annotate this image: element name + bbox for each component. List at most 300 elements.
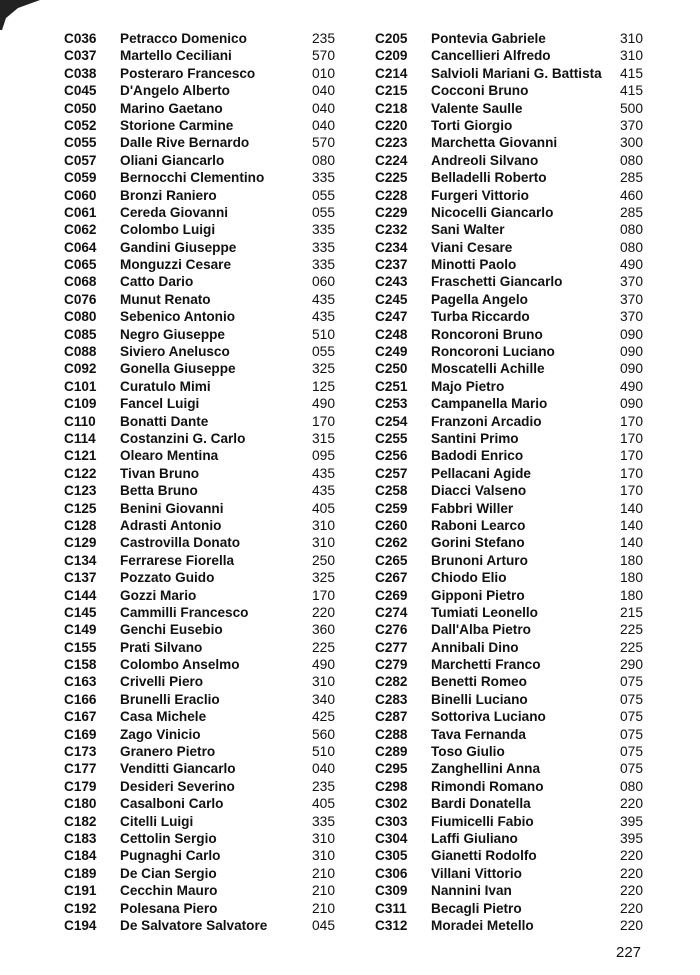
entry-code: C279 (375, 657, 408, 673)
entry-code: C260 (375, 517, 408, 533)
entry-name: Benetti Romeo (431, 674, 527, 690)
entry-code: C121 (64, 448, 97, 464)
entry-name: Marchetta Giovanni (431, 135, 558, 151)
entry-name: Olearo Mentina (120, 448, 219, 464)
entry-code: C060 (64, 187, 97, 203)
entry-code: C254 (375, 413, 408, 429)
entry-number: 045 (312, 917, 336, 933)
entry-number: 560 (312, 726, 336, 742)
entry-number: 510 (312, 744, 336, 760)
entry-number: 235 (312, 778, 336, 794)
entry-name: Gandini Giuseppe (120, 239, 237, 255)
entry-number: 095 (312, 448, 336, 464)
entry-name: Colombo Luigi (120, 222, 216, 238)
entry-name: Pontevia Gabriele (431, 31, 546, 46)
entry-code: C137 (64, 570, 97, 586)
entry-number: 310 (620, 31, 644, 46)
entry-number: 090 (620, 396, 644, 412)
entry-code: C064 (64, 239, 97, 255)
entry-number: 335 (312, 257, 336, 273)
entry-name: Binelli Luciano (431, 691, 528, 707)
entry-number: 140 (620, 517, 644, 533)
entry-name: Franzoni Arcadio (431, 413, 542, 429)
entry-code: C247 (375, 309, 408, 325)
entry-number: 170 (312, 587, 336, 603)
entry-name: Sani Walter (431, 222, 505, 238)
entry-code: C038 (64, 65, 97, 81)
entry-name: Annibali Dino (431, 639, 519, 655)
entry-code: C257 (375, 465, 408, 481)
entry-code: C177 (64, 761, 97, 777)
entry-name: Munut Renato (120, 291, 211, 307)
entry-name: Sebenico Antonio (120, 309, 236, 325)
entry-number: 140 (620, 535, 644, 551)
entry-code: C128 (64, 517, 97, 533)
entry-number: 075 (620, 709, 644, 725)
entry-code: C189 (64, 865, 97, 881)
entry-name: Benini Giovanni (120, 500, 224, 516)
entry-code: C232 (375, 222, 408, 238)
entry-code: C306 (375, 865, 408, 881)
entry-code: C068 (64, 274, 97, 290)
entry-number: 335 (312, 813, 336, 829)
entry-name: Rimondi Romano (431, 778, 544, 794)
entry-number: 220 (620, 900, 644, 916)
entry-name: Storione Carmine (120, 117, 234, 133)
entry-code: C277 (375, 639, 408, 655)
entry-code: C253 (375, 396, 408, 412)
entry-name: Genchi Eusebio (120, 622, 223, 638)
entry-number: 310 (620, 48, 644, 64)
entry-number: 340 (312, 691, 336, 707)
entry-code: C249 (375, 344, 408, 360)
entry-code: C194 (64, 917, 97, 933)
entry-code: C037 (64, 48, 97, 64)
entry-number: 225 (312, 639, 336, 655)
page-number: 227 (616, 944, 642, 961)
entry-name: Adrasti Antonio (120, 517, 222, 533)
entry-number: 225 (620, 639, 644, 655)
entry-number: 040 (312, 100, 336, 116)
entry-number: 335 (312, 170, 336, 186)
entry-number: 210 (312, 900, 336, 916)
entry-code: C225 (375, 170, 408, 186)
entry-code: C076 (64, 291, 97, 307)
entry-name: Bardi Donatella (431, 796, 531, 812)
entry-code: C262 (375, 535, 408, 551)
entry-code: C248 (375, 326, 408, 342)
entry-number: 220 (620, 883, 644, 899)
entry-number: 080 (620, 222, 644, 238)
entry-number: 250 (312, 552, 336, 568)
entry-code: C125 (64, 500, 97, 516)
entry-code: C057 (64, 152, 97, 168)
entry-number: 080 (620, 152, 644, 168)
entry-name: Furgeri Vittorio (431, 187, 529, 203)
entry-code: C167 (64, 709, 97, 725)
entry-number: 180 (620, 587, 644, 603)
entry-number: 500 (620, 100, 644, 116)
entry-code: C209 (375, 48, 408, 64)
entry-number: 080 (620, 239, 644, 255)
entry-name: Venditti Giancarlo (120, 761, 236, 777)
entry-code: C179 (64, 778, 97, 794)
entry-code: C228 (375, 187, 408, 203)
entry-number: 075 (620, 674, 644, 690)
entry-code: C282 (375, 674, 408, 690)
entry-number: 310 (312, 535, 336, 551)
entry-number: 170 (620, 465, 644, 481)
entry-number: 510 (312, 326, 336, 342)
entry-name: Gozzi Mario (120, 587, 197, 603)
entry-code: C312 (375, 917, 408, 933)
entry-number: 210 (312, 883, 336, 899)
entry-code: C134 (64, 552, 97, 568)
entry-code: C287 (375, 709, 408, 725)
entry-code: C288 (375, 726, 408, 742)
entry-number: 435 (312, 309, 336, 325)
entry-name: De Cian Sergio (120, 865, 217, 881)
entry-code: C149 (64, 622, 97, 638)
entry-number: 310 (312, 830, 336, 846)
entry-number: 170 (620, 430, 644, 446)
entry-code: C085 (64, 326, 97, 342)
entry-code: C223 (375, 135, 408, 151)
entry-code: C250 (375, 361, 408, 377)
entry-number: 415 (620, 65, 644, 81)
entry-name: Tumiati Leonello (431, 604, 538, 620)
entry-name: Fraschetti Giancarlo (431, 274, 563, 290)
entry-number: 435 (312, 291, 336, 307)
entry-name: Valente Saulle (431, 100, 523, 116)
entry-code: C309 (375, 883, 408, 899)
entry-code: C237 (375, 257, 408, 273)
entry-code: C129 (64, 535, 97, 551)
entry-name: Torti Giorgio (431, 117, 513, 133)
entry-code: C205 (375, 31, 408, 46)
entry-number: 170 (620, 448, 644, 464)
entry-code: C220 (375, 117, 408, 133)
entry-name: Gonella Giuseppe (120, 361, 236, 377)
entry-name: Chiodo Elio (431, 570, 507, 586)
entry-code: C245 (375, 291, 408, 307)
entry-name: Zago Vinicio (120, 726, 201, 742)
entry-code: C276 (375, 622, 408, 638)
entry-code: C173 (64, 744, 97, 760)
entry-number: 220 (312, 604, 336, 620)
entry-number: 405 (312, 500, 336, 516)
entry-name: Ferrarese Fiorella (120, 552, 235, 568)
entry-number: 225 (620, 622, 644, 638)
entry-number: 290 (620, 657, 644, 673)
entry-name: Citelli Luigi (120, 813, 194, 829)
entry-code: C101 (64, 378, 97, 394)
entry-number: 235 (312, 31, 336, 46)
entry-code: C269 (375, 587, 408, 603)
entry-name: Salvioli Mariani G. Battista (431, 65, 602, 81)
entry-number: 010 (312, 65, 336, 81)
entry-name: Campanella Mario (431, 396, 548, 412)
entry-number: 040 (312, 117, 336, 133)
entry-number: 090 (620, 344, 644, 360)
entry-code: C163 (64, 674, 97, 690)
entry-number: 170 (312, 413, 336, 429)
entry-name: Raboni Learco (431, 517, 526, 533)
entry-number: 040 (312, 761, 336, 777)
entry-name: Cancellieri Alfredo (431, 48, 551, 64)
entry-number: 460 (620, 187, 644, 203)
entry-code: C283 (375, 691, 408, 707)
entry-code: C155 (64, 639, 97, 655)
entry-number: 285 (620, 170, 644, 186)
entry-number: 140 (620, 500, 644, 516)
entry-number: 315 (312, 430, 336, 446)
entry-code: C224 (375, 152, 408, 168)
entry-name: Brunelli Eraclio (120, 691, 220, 707)
entry-code: C065 (64, 257, 97, 273)
entry-code: C303 (375, 813, 408, 829)
entry-name: Betta Bruno (120, 483, 198, 499)
entry-name: Turba Riccardo (431, 309, 530, 325)
entry-name: Gorini Stefano (431, 535, 525, 551)
entry-name: Crivelli Piero (120, 674, 204, 690)
entry-name: Moscatelli Achille (431, 361, 545, 377)
entry-code: C298 (375, 778, 408, 794)
entry-number: 075 (620, 691, 644, 707)
entry-name: Casa Michele (120, 709, 207, 725)
entry-number: 395 (620, 813, 644, 829)
entry-name: Pozzato Guido (120, 570, 215, 586)
entry-code: C258 (375, 483, 408, 499)
entry-code: C182 (64, 813, 97, 829)
entry-number: 370 (620, 309, 644, 325)
entry-code: C050 (64, 100, 97, 116)
entry-code: C145 (64, 604, 97, 620)
entry-code: C218 (375, 100, 408, 116)
entry-name: Gianetti Rodolfo (431, 848, 537, 864)
entry-number: 435 (312, 465, 336, 481)
entry-name: Roncoroni Luciano (431, 344, 555, 360)
entry-code: C122 (64, 465, 97, 481)
entry-name: Polesana Piero (120, 900, 218, 916)
entry-name: Zanghellini Anna (431, 761, 541, 777)
entry-code: C215 (375, 83, 408, 99)
entry-number: 075 (620, 761, 644, 777)
entry-code: C289 (375, 744, 408, 760)
entry-name: Nannini Ivan (431, 883, 512, 899)
entry-name: Belladelli Roberto (431, 170, 547, 186)
entry-number: 335 (312, 239, 336, 255)
entry-number: 370 (620, 274, 644, 290)
entry-name: Fabbri Willer (431, 500, 514, 516)
entry-code: C045 (64, 83, 97, 99)
entry-name: Cereda Giovanni (120, 204, 229, 220)
entry-name: Catto Dario (120, 274, 194, 290)
entry-name: Bernocchi Clementino (120, 170, 265, 186)
entry-number: 220 (620, 848, 644, 864)
entry-name: Marchetti Franco (431, 657, 541, 673)
entry-number: 360 (312, 622, 336, 638)
entry-code: C251 (375, 378, 408, 394)
entry-code: C304 (375, 830, 408, 846)
entry-code: C267 (375, 570, 408, 586)
entry-code: C295 (375, 761, 408, 777)
entry-code: C061 (64, 204, 97, 220)
entry-name: Oliani Giancarlo (120, 152, 225, 168)
entry-number: 395 (620, 830, 644, 846)
entry-number: 040 (312, 83, 336, 99)
entry-name: Bronzi Raniero (120, 187, 217, 203)
entry-number: 325 (312, 570, 336, 586)
entry-name: Casalboni Carlo (120, 796, 224, 812)
entry-name: Castrovilla Donato (120, 535, 241, 551)
entry-code: C123 (64, 483, 97, 499)
entry-code: C080 (64, 309, 97, 325)
entry-number: 310 (312, 848, 336, 864)
entry-number: 435 (312, 483, 336, 499)
entry-name: Pagella Angelo (431, 291, 528, 307)
entry-name: Petracco Domenico (120, 31, 247, 46)
entry-name: Granero Pietro (120, 744, 216, 760)
entry-code: C191 (64, 883, 97, 899)
entry-number: 060 (312, 274, 336, 290)
entry-name: Tivan Bruno (120, 465, 200, 481)
entry-name: Villani Vittorio (431, 865, 522, 881)
entry-code: C166 (64, 691, 97, 707)
entry-name: Siviero Anelusco (120, 344, 230, 360)
entry-number: 490 (312, 657, 336, 673)
entry-code: C305 (375, 848, 408, 864)
entry-code: C088 (64, 344, 97, 360)
entry-code: C036 (64, 31, 97, 46)
entry-number: 180 (620, 552, 644, 568)
entry-number: 285 (620, 204, 644, 220)
entry-name: Toso Giulio (431, 744, 505, 760)
entry-number: 055 (312, 187, 336, 203)
entry-code: C184 (64, 848, 97, 864)
entry-number: 080 (620, 778, 644, 794)
entry-code: C110 (64, 413, 96, 429)
entry-name: Pugnaghi Carlo (120, 848, 221, 864)
entry-number: 490 (620, 378, 644, 394)
entry-number: 170 (620, 483, 644, 499)
entry-code: C114 (64, 430, 96, 446)
entry-number: 075 (620, 744, 644, 760)
entry-name: Marino Gaetano (120, 100, 223, 116)
entry-name: Colombo Anselmo (120, 657, 240, 673)
entry-number: 405 (312, 796, 336, 812)
entry-number: 325 (312, 361, 336, 377)
entry-number: 220 (620, 865, 644, 881)
entry-code: C183 (64, 830, 97, 846)
entry-name: De Salvatore Salvatore (120, 917, 268, 933)
entry-code: C052 (64, 117, 97, 133)
entry-name: Andreoli Silvano (431, 152, 539, 168)
entry-number: 075 (620, 726, 644, 742)
entry-code: C259 (375, 500, 408, 516)
entry-number: 180 (620, 570, 644, 586)
entry-code: C234 (375, 239, 408, 255)
entry-name: Cammilli Francesco (120, 604, 249, 620)
entry-name: Diacci Valseno (431, 483, 527, 499)
entry-number: 220 (620, 917, 644, 933)
entry-name: Laffi Giuliano (431, 830, 518, 846)
entry-name: Moradei Metello (431, 917, 534, 933)
entry-code: C059 (64, 170, 97, 186)
entry-name: Gipponi Pietro (431, 587, 525, 603)
entry-number: 490 (620, 257, 644, 273)
entry-name: Viani Cesare (431, 239, 513, 255)
entry-name: Costanzini G. Carlo (120, 430, 246, 446)
entry-number: 570 (312, 135, 336, 151)
entry-name: Dall'Alba Pietro (431, 622, 531, 638)
entry-name: Roncoroni Bruno (431, 326, 543, 342)
entry-code: C092 (64, 361, 97, 377)
entry-name: Majo Pietro (431, 378, 505, 394)
entry-code: C274 (375, 604, 408, 620)
entry-code: C302 (375, 796, 408, 812)
entry-number: 310 (312, 517, 336, 533)
entry-name: Tava Fernanda (431, 726, 526, 742)
entry-name: Santini Primo (431, 430, 519, 446)
entry-number: 220 (620, 796, 644, 812)
entry-number: 490 (312, 396, 336, 412)
entry-code: C109 (64, 396, 97, 412)
entry-number: 310 (312, 674, 336, 690)
entry-name: Nicocelli Giancarlo (431, 204, 554, 220)
entry-name: D'Angelo Alberto (120, 83, 230, 99)
entry-number: 370 (620, 117, 644, 133)
entry-code: C144 (64, 587, 97, 603)
entry-number: 170 (620, 413, 644, 429)
entry-code: C255 (375, 430, 408, 446)
entry-code: C180 (64, 796, 97, 812)
entry-number: 335 (312, 222, 336, 238)
entry-code: C169 (64, 726, 97, 742)
entry-code: C055 (64, 135, 97, 151)
scan-corner-mark (0, 0, 40, 32)
entry-name: Negro Giuseppe (120, 326, 225, 342)
entry-number: 215 (620, 604, 644, 620)
entry-number: 300 (620, 135, 644, 151)
entry-name: Cettolin Sergio (120, 830, 217, 846)
entry-number: 415 (620, 83, 644, 99)
entry-number: 090 (620, 361, 644, 377)
entry-number: 055 (312, 204, 336, 220)
entry-number: 570 (312, 48, 336, 64)
entry-name: Monguzzi Cesare (120, 257, 232, 273)
entry-name: Curatulo Mimi (120, 378, 211, 394)
entry-number: 125 (312, 378, 336, 394)
entry-name: Pellacani Agide (431, 465, 531, 481)
entry-name: Dalle Rive Bernardo (120, 135, 250, 151)
entry-name: Minotti Paolo (431, 257, 517, 273)
entry-code: C311 (375, 900, 407, 916)
entry-name: Fancel Luigi (120, 396, 200, 412)
entry-number: 425 (312, 709, 336, 725)
entry-name: Cocconi Bruno (431, 83, 529, 99)
entry-code: C192 (64, 900, 97, 916)
entry-name: Sottoriva Luciano (431, 709, 546, 725)
entry-name: Fiumicelli Fabio (431, 813, 534, 829)
entry-name: Bonatti Dante (120, 413, 209, 429)
entry-number: 370 (620, 291, 644, 307)
entry-name: Becagli Pietro (431, 900, 522, 916)
entry-name: Posteraro Francesco (120, 65, 256, 81)
entry-code: C229 (375, 204, 408, 220)
entry-number: 080 (312, 152, 336, 168)
entry-code: C214 (375, 65, 408, 81)
